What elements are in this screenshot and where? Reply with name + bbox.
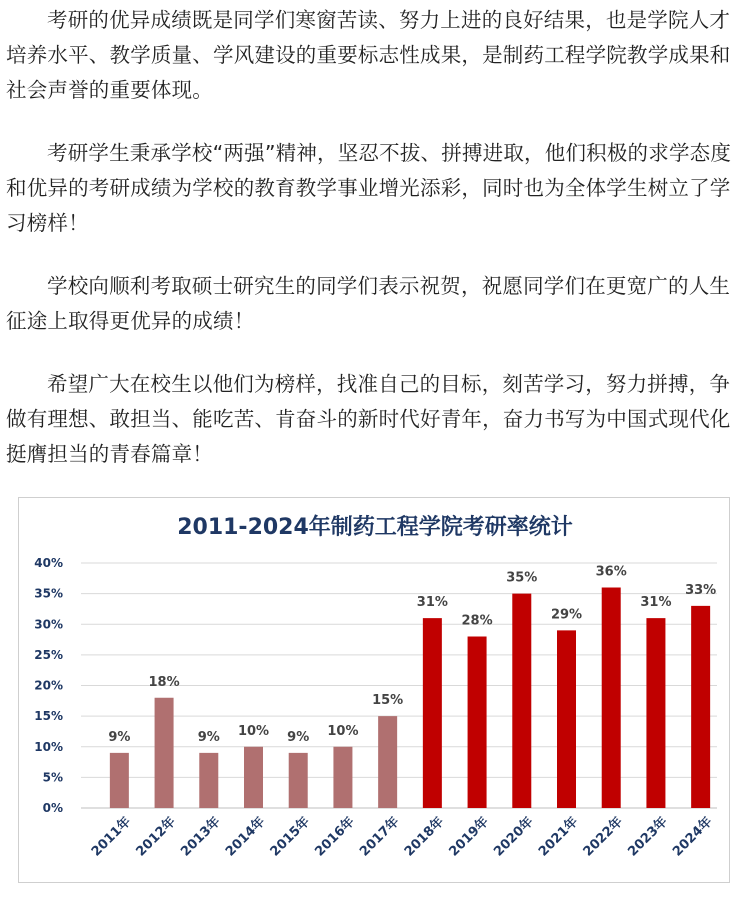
x-tick-label: 2018年 xyxy=(401,814,448,860)
y-tick-label: 5% xyxy=(42,770,63,785)
y-tick-label: 40% xyxy=(34,556,63,570)
bar-2024年 xyxy=(691,606,710,808)
x-tick-label: 2012年 xyxy=(133,814,179,860)
x-tick-label: 2021年 xyxy=(535,814,582,860)
y-tick-label: 10% xyxy=(34,739,63,754)
bar-2022年 xyxy=(602,588,621,809)
bar-2014年 xyxy=(244,747,263,808)
x-tick-label: 2023年 xyxy=(625,814,671,860)
y-tick-label: 20% xyxy=(34,678,63,693)
x-tick-label: 2020年 xyxy=(491,814,537,860)
data-label: 9% xyxy=(108,729,131,745)
x-axis-ticks xyxy=(88,814,715,860)
data-label: 9% xyxy=(287,729,310,745)
bar-2013年 xyxy=(199,753,218,808)
bar-chart xyxy=(19,498,731,884)
y-axis-ticks xyxy=(34,556,63,815)
bar-2012年 xyxy=(155,698,174,808)
data-label: 36% xyxy=(595,564,627,580)
y-tick-label: 35% xyxy=(34,586,63,601)
x-tick-label: 2022年 xyxy=(580,814,627,860)
y-tick-label: 15% xyxy=(34,709,63,724)
y-tick-label: 25% xyxy=(34,647,63,662)
y-tick-label: 0% xyxy=(42,801,63,815)
bar-2023年 xyxy=(646,618,665,808)
data-label: 35% xyxy=(506,570,538,586)
data-label: 29% xyxy=(550,607,583,623)
data-label: 31% xyxy=(416,595,448,611)
data-label: 9% xyxy=(197,729,220,745)
article-paragraph: 学校向顺利考取硕士研究生的同学们表示祝贺，祝愿同学们在更宽广的人生征途上取得更优异的成绩！ xyxy=(6,274,731,333)
bar-2020年 xyxy=(512,594,531,808)
bar-2015年 xyxy=(289,753,308,808)
chart-figure xyxy=(18,497,730,883)
data-label: 33% xyxy=(685,582,717,598)
x-tick-label: 2014年 xyxy=(222,814,269,860)
bar-2016年 xyxy=(333,747,352,808)
chart-title: 2011-2024年制药工程学院考研率统计 xyxy=(177,515,573,540)
data-label: 10% xyxy=(237,723,270,739)
data-label: 15% xyxy=(372,693,404,709)
data-label: 28% xyxy=(461,613,493,629)
bar-2017年 xyxy=(378,716,397,808)
bar-2021年 xyxy=(557,630,576,808)
x-tick-label: 2019年 xyxy=(446,814,492,860)
article-paragraph: 希望广大在校生以他们为榜样，找准自己的目标，刻苦学习，努力拼搏，争做有理想、敢担当、能吃苦、肯奋斗的新时代好青年，奋力书写为中国式现代化挺膺担当的青春篇章！ xyxy=(6,372,731,466)
data-label: 31% xyxy=(640,595,672,611)
x-tick-label: 2017年 xyxy=(357,814,403,860)
x-tick-label: 2024年 xyxy=(670,814,716,860)
y-tick-label: 30% xyxy=(34,617,63,632)
x-tick-label: 2016年 xyxy=(312,814,358,860)
data-label: 18% xyxy=(148,674,180,690)
x-tick-label: 2011年 xyxy=(88,814,135,860)
bar-2011年 xyxy=(110,753,129,808)
bars xyxy=(110,588,710,809)
data-label: 10% xyxy=(327,723,359,739)
x-tick-label: 2013年 xyxy=(178,814,224,860)
article-paragraph: 考研学生秉承学校“两强”精神，坚忍不拔、拼搏进取，他们积极的求学态度和优异的考研成绩为学校的教育教学事业增光添彩，同时也为全体学生树立了学习榜样！ xyxy=(6,141,732,235)
bar-2018年 xyxy=(423,618,442,808)
article-body xyxy=(6,0,750,472)
bar-2019年 xyxy=(468,637,487,809)
article-paragraph: 考研的优异成绩既是同学们寒窗苦读、努力上进的良好结果，也是学院人才培养水平、教学质量、学风建设的重要标志性成果，是制药工程学院教学成果和社会声誉的重要体现。 xyxy=(6,8,731,102)
x-tick-label: 2015年 xyxy=(267,814,314,860)
